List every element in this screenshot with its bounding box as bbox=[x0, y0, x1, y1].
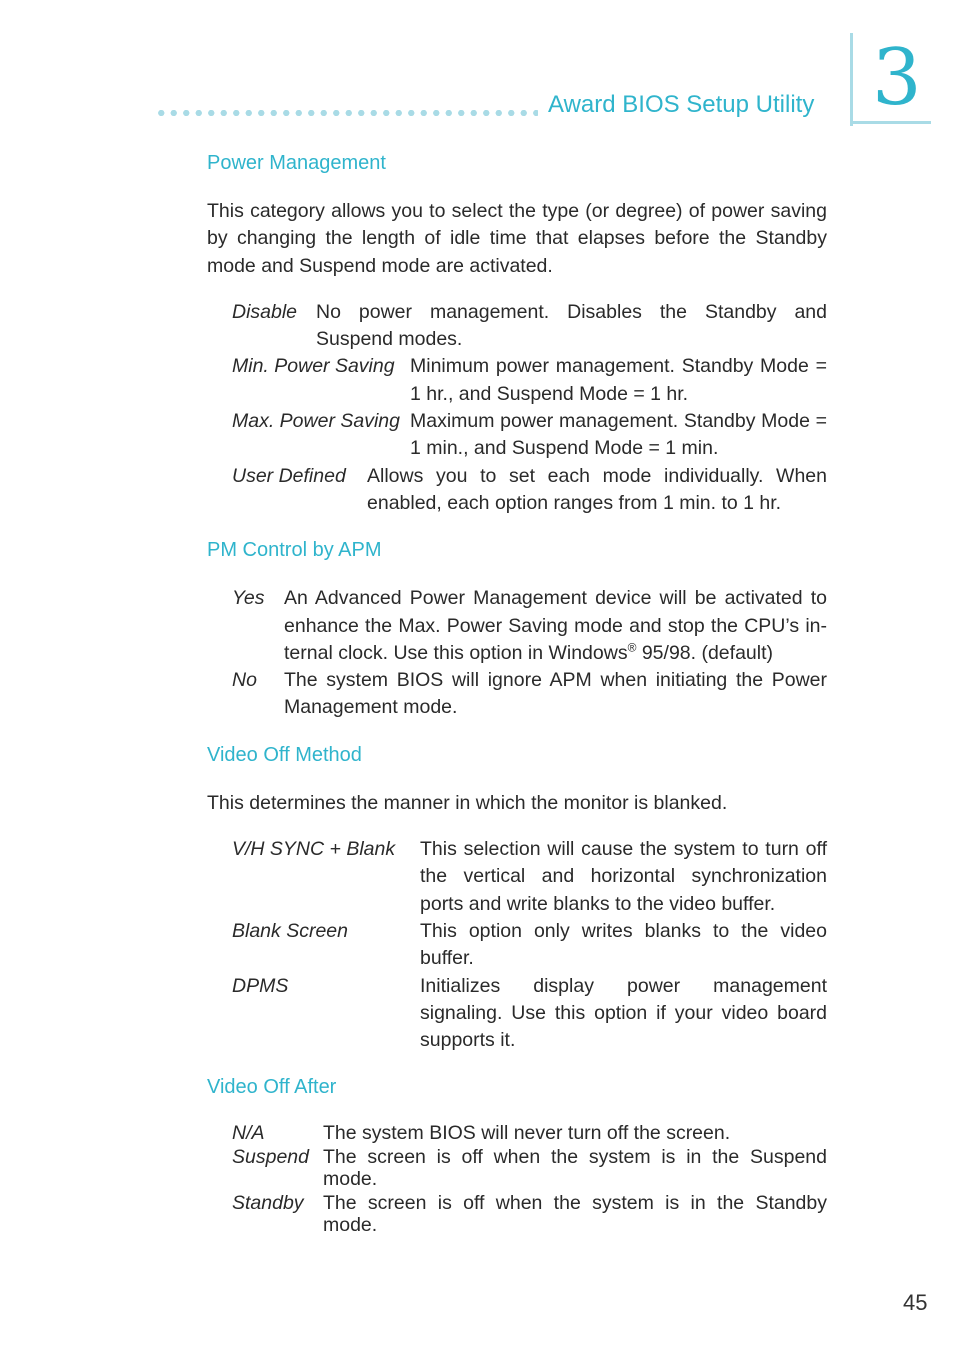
option-item-vh-sync-blank bbox=[232, 836, 827, 918]
section-intro: This category allows you to select the type (or degree) of power saving by changing the length of idle time that elapses before the Standby mode and Suspend mode are activated. bbox=[207, 200, 827, 277]
option-list bbox=[232, 836, 827, 1054]
option-term: Max. Power Saving bbox=[232, 410, 400, 433]
option-description: This selection will cause the system to turn off the vertical and horizontal synchronization ports and write blanks to the video buffer. bbox=[420, 838, 827, 915]
section-heading: PM Control by APM bbox=[207, 539, 382, 562]
option-item-user-defined bbox=[232, 463, 827, 518]
option-item-yes bbox=[232, 585, 827, 667]
section-video-off-after bbox=[207, 1072, 827, 1236]
option-term: Min. Power Saving bbox=[232, 355, 395, 378]
option-term: DPMS bbox=[232, 974, 289, 997]
option-description: Allows you to set each mode individually. When enabled, each option ranges from 1 min. to 1 hr. bbox=[367, 464, 827, 514]
section-pm-control-by-apm bbox=[207, 535, 827, 721]
option-term: No bbox=[232, 669, 257, 692]
option-list bbox=[232, 585, 827, 721]
option-description: Maximum power management. Standby Mode = 1 min., and Suspend Mode = 1 min. bbox=[410, 410, 827, 460]
option-item-standby bbox=[232, 1192, 827, 1236]
section-heading: Video Off After bbox=[207, 1076, 337, 1099]
option-item-max-power-saving bbox=[232, 408, 827, 463]
chapter-number: 3 bbox=[872, 33, 922, 123]
option-description: No power management. Disables the Standby and Suspend modes. bbox=[316, 300, 827, 351]
option-term: Suspend bbox=[232, 1146, 309, 1169]
option-description: Initializes display power management signaling. Use this option if your video board supports it. bbox=[420, 974, 827, 1052]
option-description-text: An Advanced Power Management device will be activated to enhance the Max. Power Saving mode and stop the CPU’s in-ternal clock. Use this option in Windows bbox=[284, 587, 827, 664]
option-description: The screen is off when the system is in the Standby mode. bbox=[323, 1192, 827, 1237]
option-item-disable bbox=[232, 299, 827, 354]
option-term: V/H SYNC + Blank bbox=[232, 838, 396, 861]
option-term: Blank Screen bbox=[232, 919, 348, 942]
option-description: The screen is off when the system is in the Suspend mode. bbox=[323, 1146, 827, 1191]
section-intro: This determines the manner in which the monitor is blanked. bbox=[207, 791, 728, 814]
option-item-na bbox=[232, 1122, 827, 1144]
option-description bbox=[284, 585, 827, 667]
section-power-management bbox=[207, 148, 827, 517]
option-term: Standby bbox=[232, 1192, 304, 1215]
option-term: Yes bbox=[232, 587, 265, 610]
option-description-text: 95/98. (default) bbox=[636, 641, 774, 664]
registered-mark: ® bbox=[627, 640, 637, 655]
option-term: N/A bbox=[232, 1122, 265, 1145]
section-heading: Power Management bbox=[207, 152, 386, 174]
option-description: This option only writes blanks to the video buffer. bbox=[420, 919, 827, 970]
option-item-suspend bbox=[232, 1146, 827, 1190]
option-term: User Defined bbox=[232, 464, 346, 487]
option-item-min-power-saving bbox=[232, 353, 827, 408]
section-heading: Video Off Method bbox=[207, 743, 362, 766]
option-description: Minimum power management. Standby Mode = 1 hr., and Suspend Mode = 1 hr. bbox=[410, 355, 827, 405]
option-term: Disable bbox=[232, 300, 298, 323]
section-video-off-method bbox=[207, 740, 827, 1055]
chapter-tab-vertical-rule bbox=[850, 33, 853, 126]
option-list bbox=[232, 299, 827, 517]
option-item-dpms bbox=[232, 973, 827, 1055]
option-description: The system BIOS will never turn off the screen. bbox=[323, 1122, 731, 1145]
header-dot-leader bbox=[155, 108, 538, 118]
option-list bbox=[232, 1122, 827, 1236]
page-number: 45 bbox=[903, 1290, 928, 1315]
running-header-title: Award BIOS Setup Utility bbox=[548, 91, 815, 118]
option-description: The system BIOS will ignore APM when initiating the Power Management mode. bbox=[284, 669, 827, 719]
option-item-blank-screen bbox=[232, 918, 827, 973]
page-content bbox=[207, 148, 827, 1254]
option-item-no bbox=[232, 667, 827, 722]
